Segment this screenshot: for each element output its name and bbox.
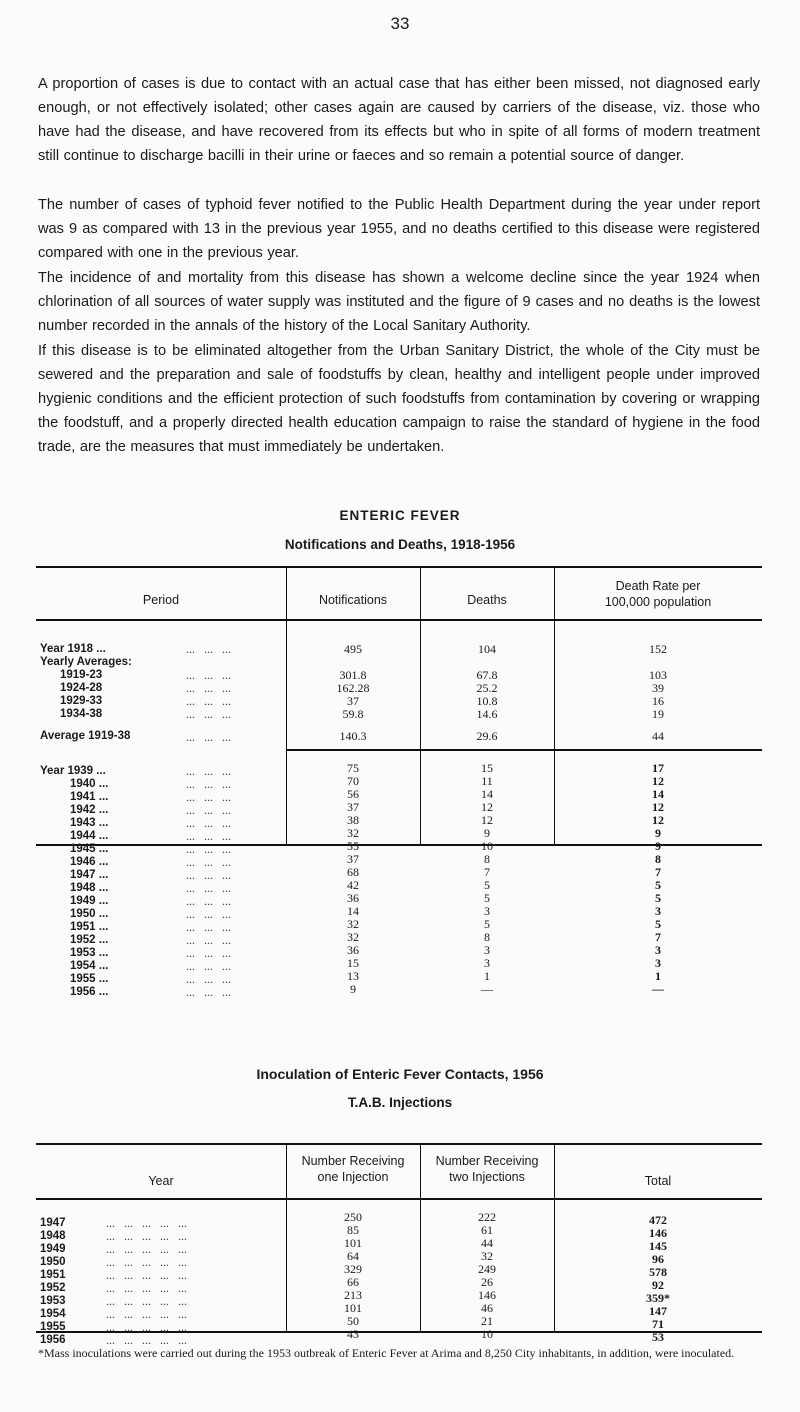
rates-cell: 12	[652, 774, 664, 788]
block2-deaths	[420, 762, 554, 996]
row-label: 1950 ...	[70, 908, 109, 920]
rates-cell: 9	[655, 839, 661, 853]
block2-rates	[554, 762, 762, 996]
block2-leader-dots: ... ... ... ... ... ... ... ... ... ... ... ... ... ... ... ... ... ... ... ... ... ... ... ... ... ... ... ... ... ... ... ... ... ... ... ... ... ... ... ... ... ... ... ... ... ... ... ... ... ... ... ... ... ...	[186, 764, 231, 999]
row-label-1929-33: 1929-33	[60, 695, 103, 707]
header-total: Total	[644, 1174, 672, 1188]
row-label: 1955 ...	[70, 973, 109, 985]
row-label: 1941 ...	[70, 791, 109, 803]
block2-notifications	[286, 762, 420, 996]
row-label: 1952 ...	[70, 934, 109, 946]
rates-cell: 7	[655, 930, 661, 944]
notifications-cell: 14	[347, 904, 359, 918]
paragraph-cases-notified: The number of cases of typhoid fever notified to the Public Health Department during the year under report was 9 as compared with 13 in the previous year 1955, and no deaths certified to this disease were registered compared with one in the previous year.	[38, 197, 760, 261]
enteric-fever-table-title: ENTERIC FEVER	[339, 508, 461, 523]
rates-cell: 3	[655, 956, 661, 970]
block1-rates: 152 103 39 16 19	[649, 642, 667, 721]
deaths-cell: —	[481, 982, 493, 996]
deaths-cell: 3	[484, 956, 490, 970]
rates-cell: 17	[652, 761, 664, 775]
row-label-average: Average 1919-38	[40, 730, 131, 742]
notifications-cell: 13	[347, 969, 359, 983]
row-label: 1940 ...	[70, 778, 109, 790]
enteric-fever-table: Period Notifications Deaths Death Rate per 100,000 population Year 1918 ... Yearly Averages: 1919-23 1924-28 1929-33 1934-38 ... ... ... ... ... ... ... ... ... ... ... ... ... ... ... 495 301.8 162.28 37 59.8 104 67.8 25.2 10.8 14.6 152 103 39 16 19 Average 1919-38 ... ... ... 140.3 29.6 44 Year 1939 ... 1940 ... 1941 ... 1942 ... 1943 ... 1944 ... 1945 ... 1946 ... 1947 ... 1948 ... 1949 ... 1950 ... 1951 ... 1952 ... 1953 ... 1954 ... 1955 ... 1956 ... ... ... ... ... ... ... ... ... ... ... ... ... ... ... ... ... ... ... ... ... ... ... ... ... ... ... ... ... ... ... ... ... ... ... ... ... ... ... ... ... ... ... ... ... ... ... ... ... ... ... ... ... ... ... 75 70 56 37 38 32 55 37 68 42 36 14 32 32 36 15 13 9 15 11 14 12 12 9 10 8 7 5 5 3 5 8 3 3 1 — 17 12 14 12 12 9 9 8 7 5 5 3 5 7 3 3 1 —	[36, 566, 762, 846]
header-deaths: Deaths	[467, 593, 507, 607]
block1-notifications: 495 301.8 162.28 37 59.8	[336, 642, 370, 721]
header-death-rate: Death Rate per 100,000 population	[604, 579, 712, 609]
notifications-cell: 37	[347, 800, 359, 814]
deaths-cell: 14	[481, 787, 493, 801]
deaths-cell: 8	[484, 930, 490, 944]
row-label: 1956 ...	[70, 986, 109, 998]
average-notifications: 140.3	[339, 729, 367, 743]
row-label: 1942 ...	[70, 804, 109, 816]
row-label: 1949 ...	[70, 895, 109, 907]
row-label-1924-28: 1924-28	[60, 682, 103, 694]
row-label: 1944 ...	[70, 830, 109, 842]
rates-cell: 7	[655, 865, 661, 879]
header-two-injections: Number Receiving two Injections	[435, 1154, 539, 1184]
rates-cell: 12	[652, 800, 664, 814]
header-one-injection: Number Receiving one Injection	[301, 1154, 405, 1184]
two-injection-values: 222 61 44 32 249 26 146 46 21 10	[478, 1210, 496, 1341]
inoculation-table-subtitle: T.A.B. Injections	[347, 1095, 453, 1110]
row-label-1919-23: 1919-23	[60, 669, 103, 681]
notifications-cell: 32	[347, 917, 359, 931]
notifications-cell: 36	[347, 943, 359, 957]
inoculation-table: Year Number Receiving one Injection Number Receiving two Injections Total 1947 1948 1949 1950 1951 1952 1953 1954 1955 1956 ... ... ... ... ... ... ... ... ... ... ... ... ... ... ... ... ... ... ... ... ... ... ... ... ... ... ... ... ... ... ... ... ... ... ... ... ... ... ... ... ... ... ... ... ... ... ... ... ... ... 250 85 101 64 329 66 213 101 50 43 222 61 44 32 249 26 146 46 21 10 472 146 145 96 578 92 359* 147 71 53	[36, 1143, 762, 1333]
notifications-cell: 15	[347, 956, 359, 970]
notifications-cell: 70	[347, 774, 359, 788]
rates-cell: 5	[655, 878, 661, 892]
deaths-cell: 3	[484, 904, 490, 918]
rates-cell: 14	[652, 787, 664, 801]
paragraph-carriers: A proportion of cases is due to contact with an actual case that has either been missed, not diagnosed early enough, or not effectively isolated; other cases again are caused by carriers of the disease, viz. those who have had the disease, and have recovered from its effects but who in spite of all forms of modern treatment still continue to discharge bacilli in their urine or faeces and so remain a potential source of danger.	[38, 76, 760, 164]
block1-deaths: 104 67.8 25.2 10.8 14.6	[476, 642, 498, 721]
row-label: 1946 ...	[70, 856, 109, 868]
row-label-1934-38: 1934-38	[60, 708, 103, 720]
inoculation-year-labels: 1947 1948 1949 1950 1951 1952 1953 1954 1955 1956	[40, 1217, 66, 1346]
row-label: Year 1939 ...	[40, 765, 106, 777]
deaths-cell: 9	[484, 826, 490, 840]
row-label: 1953 ...	[70, 947, 109, 959]
notifications-cell: 68	[347, 865, 359, 879]
notifications-cell: 37	[347, 852, 359, 866]
row-label: 1951 ...	[70, 921, 109, 933]
rates-cell: 3	[655, 904, 661, 918]
average-deaths: 29.6	[476, 729, 498, 743]
row-label: 1947 ...	[70, 869, 109, 881]
notifications-cell: 75	[347, 761, 359, 775]
inoculation-table-title: Inoculation of Enteric Fever Contacts, 1956	[256, 1066, 544, 1082]
page-number: 33	[390, 14, 410, 33]
header-year: Year	[148, 1174, 174, 1188]
notifications-cell: 32	[347, 930, 359, 944]
row-label: 1954 ...	[70, 960, 109, 972]
notifications-cell: 55	[347, 839, 359, 853]
row-label: 1945 ...	[70, 843, 109, 855]
deaths-cell: 5	[484, 917, 490, 931]
rates-cell: 9	[655, 826, 661, 840]
deaths-cell: 8	[484, 852, 490, 866]
deaths-cell: 15	[481, 761, 493, 775]
deaths-cell: 7	[484, 865, 490, 879]
rates-cell: 5	[655, 917, 661, 931]
block1-labels	[40, 643, 132, 721]
deaths-cell: 3	[484, 943, 490, 957]
notifications-cell: 42	[347, 878, 359, 892]
row-label-yearly-averages: Yearly Averages:	[40, 656, 132, 668]
notifications-cell: 32	[347, 826, 359, 840]
row-label: 1943 ...	[70, 817, 109, 829]
paragraph-decline: The incidence of and mortality from this disease has shown a welcome decline since the year 1924 when chlorination of all sources of water supply was instituted and the figure of 9 cases and no deaths is the lowest number recorded in the annals of the history of the Local Sanitary Authority.	[38, 270, 760, 334]
leader-dots: ... ... ... ... ... ... ... ... ... ... ... ... ... ... ...	[186, 642, 231, 721]
notifications-cell: 36	[347, 891, 359, 905]
header-notifications: Notifications	[318, 593, 388, 607]
rates-cell: 5	[655, 891, 661, 905]
deaths-cell: 10	[481, 839, 493, 853]
notifications-cell: 38	[347, 813, 359, 827]
rates-cell: —	[652, 982, 664, 996]
rates-cell: 1	[655, 969, 661, 983]
enteric-fever-table-subtitle: Notifications and Deaths, 1918-1956	[284, 537, 516, 552]
deaths-cell: 5	[484, 878, 490, 892]
row-label: 1948 ...	[70, 882, 109, 894]
deaths-cell: 12	[481, 800, 493, 814]
total-values: 472 146 145 96 578 92 359* 147 71 53	[646, 1213, 670, 1344]
rates-cell: 12	[652, 813, 664, 827]
deaths-cell: 11	[481, 774, 493, 788]
deaths-cell: 12	[481, 813, 493, 827]
notifications-cell: 56	[347, 787, 359, 801]
rates-cell: 3	[655, 943, 661, 957]
average-rate: 44	[652, 729, 664, 743]
one-injection-values: 250 85 101 64 329 66 213 101 50 43	[344, 1210, 362, 1341]
row-label-1918: Year 1918 ...	[40, 643, 106, 655]
footnote: *Mass inoculations were carried out during the 1953 outbreak of Enteric Fever at Arima and 8,250 City inhabitants, in addition, were inoculated.	[38, 1346, 735, 1360]
block2-labels	[40, 765, 108, 999]
header-period: Period	[142, 593, 180, 607]
paragraph-elimination: If this disease is to be eliminated altogether from the Urban Sanitary District, the whole of the City must be sewered and the preparation and sale of foodstuffs by clean, healthy and intelligent people under improved hygienic conditions and the efficient protection of such foodstuffs from contamination by covering or wrapping the foodstuff, and a properly directed health education campaign to raise the standard of hygiene in the food trade, are the measures that must immediately be undertaken.	[38, 343, 760, 455]
deaths-cell: 1	[484, 969, 490, 983]
notifications-cell: 9	[350, 982, 356, 996]
rates-cell: 8	[655, 852, 661, 866]
deaths-cell: 5	[484, 891, 490, 905]
